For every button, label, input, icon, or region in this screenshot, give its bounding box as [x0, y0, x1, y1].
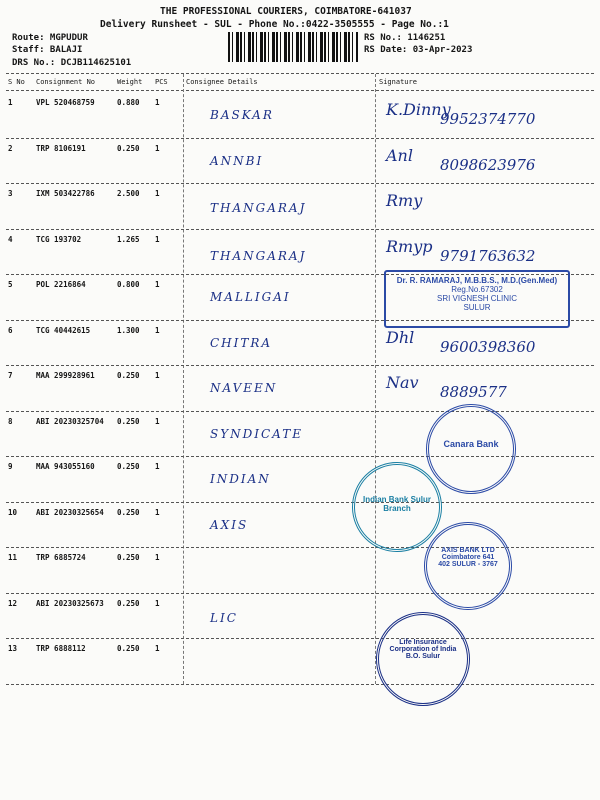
row-consignment-no: MAA 943055160 — [36, 462, 95, 471]
lic-seal-text: Life Insurance Corporation of India B.O. Sulur — [389, 639, 457, 660]
row-divider — [6, 183, 594, 184]
row-divider — [6, 502, 594, 503]
row-divider — [6, 411, 594, 412]
row-signature: K.Dinny — [386, 100, 451, 119]
row-sno: 13 — [8, 644, 18, 653]
row-phone-handwritten: 9952374770 — [440, 110, 536, 128]
row-sno: 10 — [8, 507, 18, 517]
row-phone-handwritten: 8098623976 — [440, 155, 536, 174]
row-divider — [6, 684, 594, 685]
row-consignee-handwritten: SYNDICATE — [210, 426, 303, 441]
row-consignee-handwritten: NAVEEN — [210, 381, 278, 395]
row-consignment-no: MAA 299928961 — [36, 371, 95, 380]
col-consignment: Consignment No — [36, 78, 96, 86]
staff: Staff: BALAJI — [12, 45, 83, 55]
row-phone-handwritten: 9791763632 — [440, 246, 536, 265]
row-divider — [6, 638, 594, 639]
row-weight: 1.300 — [117, 325, 140, 335]
row-weight: 0.250 — [117, 371, 140, 380]
row-consignee-handwritten: MALLIGAI — [210, 290, 291, 304]
doctor-stamp-line1: Dr. R. RAMARAJ, M.B.B.S., M.D.(Gen.Med) — [396, 276, 558, 285]
row-consignee-handwritten: INDIAN — [210, 472, 271, 486]
row-consignee-handwritten: THANGARAJ — [210, 248, 307, 263]
row-weight: 0.800 — [117, 280, 140, 289]
rs-date: RS Date: 03-Apr-2023 — [364, 45, 473, 55]
row-weight: 0.250 — [117, 507, 140, 517]
row-pcs: 1 — [155, 325, 160, 335]
row-sno: 11 — [8, 553, 18, 562]
doctor-stamp-line3: SRI VIGNESH CLINIC — [436, 294, 517, 303]
row-pcs: 1 — [155, 234, 160, 244]
col-weight: Weight — [117, 78, 143, 86]
indian-bank-seal — [352, 462, 442, 552]
row-consignment-no: ABI 20230325654 — [36, 507, 104, 517]
runsheet-title: Delivery Runsheet - SUL - Phone No.:0422-3505555 - Page No.:1 — [100, 19, 449, 30]
row-phone-handwritten: 9600398360 — [440, 337, 536, 356]
row-weight: 0.880 — [117, 98, 140, 107]
row-pcs: 1 — [155, 189, 160, 198]
row-weight: 0.250 — [117, 416, 140, 426]
row-consignment-no: IXM 503422786 — [36, 189, 95, 198]
drs-number: DRS No.: DCJB114625101 — [12, 58, 132, 68]
row-consignment-no: TRP 6885724 — [36, 553, 86, 562]
row-pcs: 1 — [155, 371, 160, 380]
row-weight: 0.250 — [117, 143, 140, 153]
row-consignment-no: TCG 193702 — [36, 234, 82, 244]
row-weight: 0.250 — [117, 644, 140, 653]
row-signature: Anl — [386, 145, 413, 165]
row-weight: 1.265 — [117, 234, 140, 244]
row-pcs: 1 — [155, 143, 160, 153]
row-weight: 2.500 — [117, 189, 140, 198]
canara-bank-seal — [426, 404, 516, 494]
row-divider — [6, 365, 594, 366]
row-consignee-handwritten: LIC — [210, 610, 238, 625]
row-pcs: 1 — [155, 280, 160, 289]
row-sno: 4 — [8, 234, 13, 244]
barcode — [228, 32, 358, 62]
row-consignment-no: POL 2216864 — [36, 280, 86, 289]
row-sno: 5 — [8, 280, 13, 289]
row-consignee-handwritten: AXIS — [210, 517, 249, 532]
row-sno: 1 — [8, 98, 13, 107]
row-divider — [6, 593, 594, 594]
row-consignment-no: TRP 8106191 — [36, 143, 86, 153]
col-signature: Signature — [379, 78, 417, 86]
row-consignment-no: ABI 20230325673 — [36, 598, 104, 608]
row-pcs: 1 — [155, 644, 160, 653]
row-sno: 6 — [8, 325, 13, 335]
row-weight: 0.250 — [117, 462, 140, 471]
row-sno: 8 — [8, 416, 13, 426]
row-signature: Dhl — [386, 327, 415, 347]
row-signature: Rmyp — [386, 236, 433, 256]
row-divider — [6, 229, 594, 230]
row-consignee-handwritten: ANNBI — [210, 153, 264, 168]
row-consignment-no: ABI 20230325704 — [36, 416, 104, 426]
header-rule-top — [6, 73, 594, 74]
row-sno: 9 — [8, 462, 13, 471]
col-consignee: Consignee Details — [186, 78, 258, 86]
row-divider — [6, 138, 594, 139]
row-sno: 7 — [8, 371, 13, 380]
row-sno: 2 — [8, 143, 13, 153]
row-consignee-handwritten: CHITRA — [210, 335, 273, 350]
row-sno: 12 — [8, 598, 18, 608]
route: Route: MGPUDUR — [12, 33, 88, 43]
doctor-stamp-line2: Reg.No.67302 — [451, 285, 503, 294]
row-pcs: 1 — [155, 462, 160, 471]
canara-seal-text: Canara Bank — [443, 439, 499, 449]
row-signature: Nav — [386, 373, 419, 392]
lic-seal — [376, 612, 470, 706]
doctor-stamp — [384, 270, 570, 328]
indian-seal-text: Indian Bank Sulur Branch — [363, 495, 432, 513]
axis-seal-text: AXIS BANK LTD Coimbatore 641 402 SULUR - 3767 — [438, 547, 498, 568]
courier-title: THE PROFESSIONAL COURIERS, COIMBATORE-641037 — [160, 6, 412, 17]
doctor-stamp-line4: SULUR — [463, 303, 491, 312]
col-pcs: PCS — [155, 78, 168, 86]
row-pcs: 1 — [155, 98, 160, 107]
header-rule-bottom — [6, 90, 594, 91]
row-sno: 3 — [8, 189, 13, 198]
row-consignment-no: TCG 40442615 — [36, 325, 91, 335]
row-weight: 0.250 — [117, 598, 140, 608]
row-phone-handwritten: 8889577 — [440, 383, 507, 401]
col-sno: S No — [8, 78, 25, 86]
row-pcs: 1 — [155, 598, 160, 608]
row-pcs: 1 — [155, 507, 160, 517]
row-pcs: 1 — [155, 553, 160, 562]
row-consignment-no: VPL 520468759 — [36, 98, 95, 107]
axis-bank-seal — [424, 522, 512, 610]
row-pcs: 1 — [155, 416, 160, 426]
row-consignee-handwritten: BASKAR — [210, 108, 274, 122]
row-weight: 0.250 — [117, 553, 140, 562]
row-consignment-no: TRP 6888112 — [36, 644, 86, 653]
rs-number: RS No.: 1146251 — [364, 33, 446, 43]
row-consignee-handwritten: THANGARAJ — [210, 201, 307, 215]
row-signature: Rmy — [386, 191, 423, 210]
